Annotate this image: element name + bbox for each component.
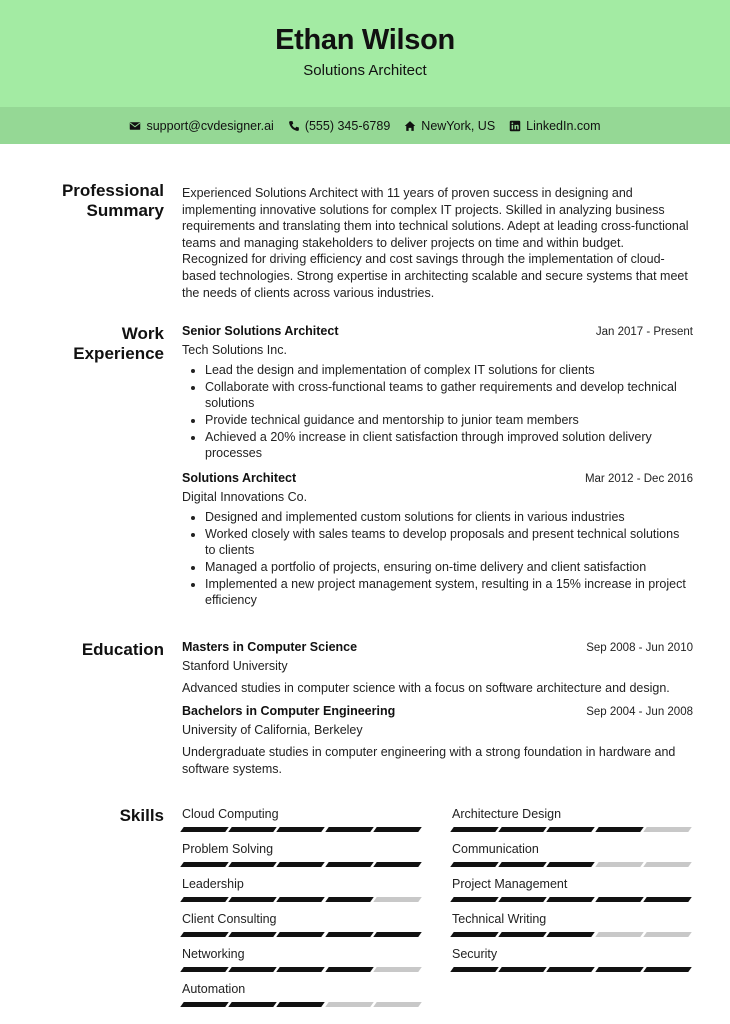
skill-segment-filled (228, 897, 277, 902)
job-company: Digital Innovations Co. (182, 489, 308, 504)
job-entry (182, 470, 693, 609)
skill-segment-empty (643, 862, 692, 867)
skill-segment-filled (228, 967, 277, 972)
skill-segment-filled (228, 932, 277, 937)
skill-name: Security (452, 947, 498, 961)
job-bullet: • Implemented a new project management system, resulting in a 15% increase in project efficiency (205, 576, 693, 609)
candidate-name: Ethan Wilson (275, 24, 455, 56)
skill-segment-filled (450, 932, 499, 937)
summary-text: Experienced Solutions Architect with 11 years of proven success in designing and implementing innovative solutions for complex IT projects. Skilled in analyzing business requirements and translating them into technical solutions. Adept at leading cross-functional teams and managing stakeholders to deliver projects on time and within budget. Recognized for driving efficiency and cost savings through the implementation of cloud-based technologies. Strong expertise in architecting scalable and secure systems that meet the needs of clients across various industries. (182, 186, 689, 300)
job-title: Solutions Architect (182, 471, 297, 485)
skill-segment-filled (498, 897, 547, 902)
job-bullets (205, 509, 693, 609)
skill-rating-bar (452, 862, 693, 867)
skill-item (452, 806, 693, 832)
job-bullets (205, 362, 693, 462)
skill-segment-filled (277, 967, 326, 972)
skill-name: Architecture Design (452, 807, 562, 821)
skill-name: Problem Solving (182, 842, 274, 856)
skill-segment-filled (643, 897, 692, 902)
work-title-line1: Work (121, 324, 164, 343)
skill-segment-empty (643, 932, 692, 937)
skill-segment-empty (373, 1002, 422, 1007)
skill-name: Cloud Computing (182, 807, 279, 821)
school-name: University of California, Berkeley (182, 722, 363, 737)
summary-section-title (34, 181, 164, 221)
degree-title: Masters in Computer Science (182, 640, 358, 654)
skill-rating-bar (182, 932, 423, 937)
contact-bar (0, 107, 730, 144)
skill-rating-bar (182, 862, 423, 867)
job-company: Tech Solutions Inc. (182, 342, 287, 357)
skill-segment-filled (180, 932, 229, 937)
skill-name: Project Management (452, 877, 568, 891)
skill-rating-bar (182, 897, 423, 902)
skill-segment-filled (325, 827, 374, 832)
skill-segment-filled (325, 967, 374, 972)
education-description: Undergraduate studies in computer engineering with a strong foundation in hardware and software systems. (182, 745, 676, 776)
skill-segment-filled (498, 827, 547, 832)
skill-segment-filled (228, 1002, 277, 1007)
skill-segment-filled (595, 827, 644, 832)
skills-section-title (34, 806, 164, 826)
education-date: Sep 2004 - Jun 2008 (586, 706, 693, 718)
candidate-title: Solutions Architect (303, 62, 427, 79)
skill-segment-filled (498, 967, 547, 972)
skill-segment-filled (595, 967, 644, 972)
skill-segment-empty (595, 862, 644, 867)
skill-segment-filled (180, 862, 229, 867)
job-bullet: • Managed a portfolio of projects, ensuring on-time delivery and client satisfaction (205, 559, 693, 576)
skill-rating-bar (182, 967, 423, 972)
skill-segment-filled (277, 862, 326, 867)
education-entry (182, 639, 693, 697)
education-title: Education (81, 640, 164, 659)
linkedin-icon (509, 120, 521, 132)
skill-segment-filled (277, 1002, 326, 1007)
skill-name: Communication (452, 842, 539, 856)
skill-item (182, 876, 423, 902)
summary-title-line1: Professional (61, 181, 164, 200)
skill-segment-filled (228, 862, 277, 867)
work-section-title (34, 324, 164, 364)
skill-item (452, 876, 693, 902)
contact-phone-text: (555) 345-6789 (304, 118, 391, 133)
skill-item (452, 911, 693, 937)
skill-item (452, 946, 693, 972)
skill-segment-filled (547, 932, 596, 937)
skill-rating-bar (452, 897, 693, 902)
skill-segment-filled (325, 862, 374, 867)
job-bullet: • Lead the design and implementation of complex IT solutions for clients (205, 362, 693, 379)
education-date: Sep 2008 - Jun 2010 (586, 642, 693, 654)
skill-name: Automation (182, 982, 246, 996)
job-title: Senior Solutions Architect (182, 324, 339, 338)
skill-segment-filled (180, 1002, 229, 1007)
skill-item (182, 911, 423, 937)
skill-segment-filled (547, 862, 596, 867)
skill-segment-filled (450, 897, 499, 902)
skill-segment-filled (373, 862, 422, 867)
work-title-line2: Experience (73, 344, 164, 363)
skill-segment-filled (547, 897, 596, 902)
skill-segment-empty (595, 932, 644, 937)
education-entry (182, 703, 693, 777)
skill-rating-bar (452, 967, 693, 972)
skill-rating-bar (452, 932, 693, 937)
contact-email-text: support@cvdesigner.ai (146, 118, 274, 133)
skill-segment-filled (547, 967, 596, 972)
skill-item (452, 841, 693, 867)
skill-segment-filled (450, 967, 499, 972)
contact-phone[interactable] (288, 119, 390, 133)
degree-title: Bachelors in Computer Engineering (182, 704, 396, 718)
skill-name: Client Consulting (182, 912, 277, 926)
skill-item (182, 841, 423, 867)
contact-email[interactable] (129, 119, 273, 133)
education-section-title (34, 640, 164, 660)
skill-segment-filled (325, 897, 374, 902)
skill-segment-filled (373, 827, 422, 832)
skills-title: Skills (119, 806, 164, 825)
skill-segment-filled (180, 967, 229, 972)
contact-linkedin[interactable] (509, 119, 600, 133)
job-bullet: • Provide technical guidance and mentorship to junior team members (205, 412, 693, 429)
skill-segment-filled (277, 897, 326, 902)
job-date: Mar 2012 - Dec 2016 (584, 473, 693, 485)
contact-linkedin-text: LinkedIn.com (526, 118, 601, 133)
skill-name: Technical Writing (452, 912, 547, 926)
skill-rating-bar (182, 827, 423, 832)
skill-segment-filled (180, 827, 229, 832)
job-entry (182, 323, 693, 462)
phone-icon (288, 120, 300, 132)
job-date: Jan 2017 - Present (595, 326, 693, 338)
skill-segment-filled (498, 932, 547, 937)
skill-segment-empty (325, 1002, 374, 1007)
skill-item (182, 946, 423, 972)
skill-item (182, 981, 423, 1007)
skill-rating-bar (452, 827, 693, 832)
skill-segment-filled (643, 967, 692, 972)
resume-header (0, 0, 730, 107)
skill-rating-bar (182, 1002, 423, 1007)
envelope-icon (129, 120, 141, 132)
skill-segment-empty (643, 827, 692, 832)
skill-segment-filled (450, 827, 499, 832)
skill-name: Leadership (182, 877, 244, 891)
skill-segment-filled (373, 932, 422, 937)
skill-segment-filled (450, 862, 499, 867)
job-bullet: • Worked closely with sales teams to develop proposals and present technical solutions to clients (205, 526, 693, 559)
skill-segment-filled (277, 827, 326, 832)
education-description: Advanced studies in computer science with a focus on software architecture and design. (182, 681, 670, 696)
skill-name: Networking (182, 947, 245, 961)
home-icon (404, 120, 416, 132)
skill-segment-filled (277, 932, 326, 937)
skill-item (182, 806, 423, 832)
skill-segment-filled (180, 897, 229, 902)
skill-segment-filled (325, 932, 374, 937)
skill-segment-filled (498, 862, 547, 867)
job-bullet: • Achieved a 20% increase in client satisfaction through improved solution delivery processes (205, 429, 693, 462)
skill-segment-filled (595, 897, 644, 902)
skill-segment-empty (373, 967, 422, 972)
job-bullet: • Designed and implemented custom solutions for clients in various industries (205, 509, 693, 526)
contact-location-text: NewYork, US (421, 118, 496, 133)
skill-segment-filled (228, 827, 277, 832)
school-name: Stanford University (182, 658, 288, 673)
summary-title-line2: Summary (86, 201, 164, 220)
skill-segment-filled (547, 827, 596, 832)
skill-segment-empty (373, 897, 422, 902)
contact-location (404, 119, 495, 133)
job-bullet: • Collaborate with cross-functional teams to gather requirements and develop technical solutions (205, 379, 693, 412)
